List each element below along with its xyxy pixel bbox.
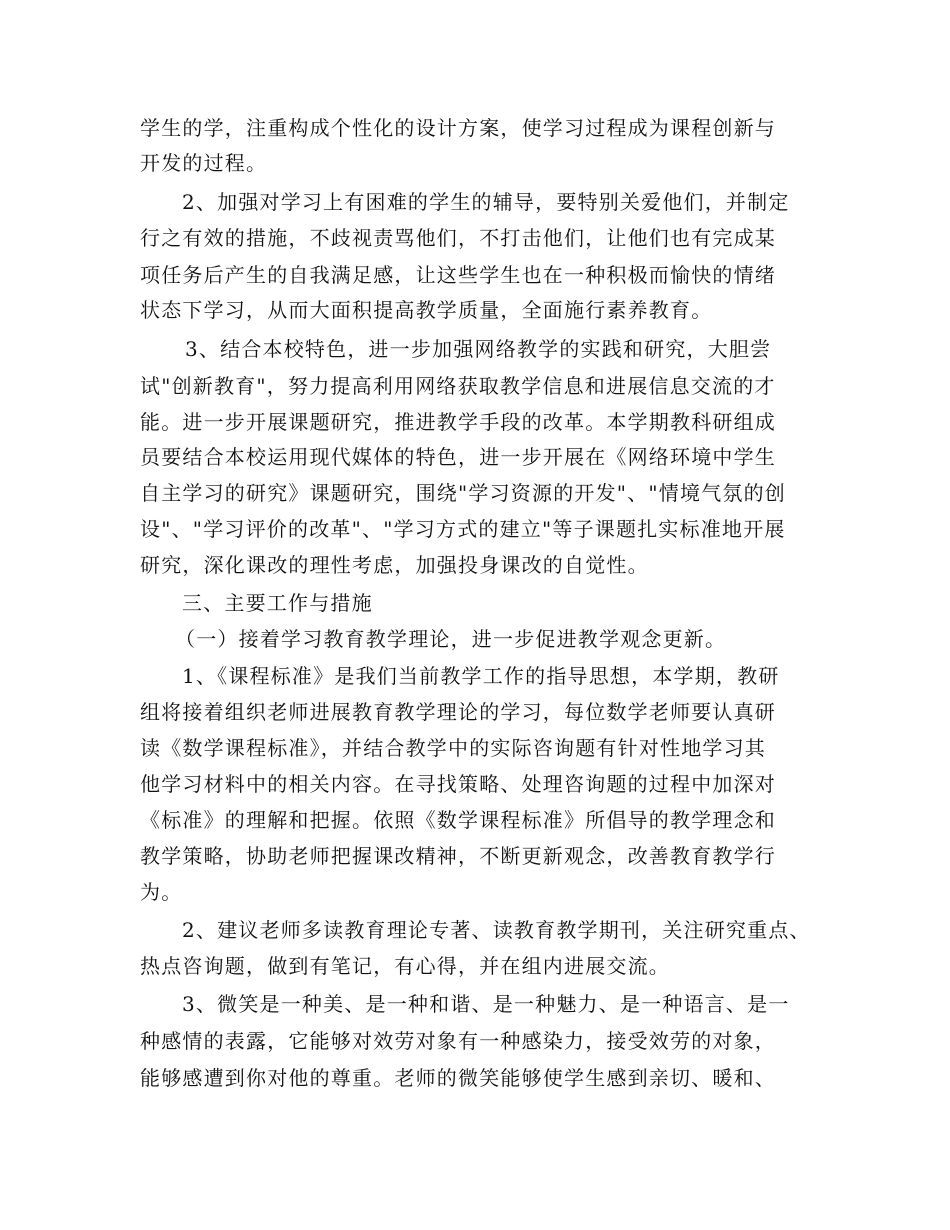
text-line: 开发的过程。 [140,151,268,175]
text-line: 教学策略，协助老师把握课改精神，不断更新观念，改善教育教学行 [140,844,776,868]
text-line: 读《数学课程标准》，并结合教学中的实际咨询题有针对性地学习其 [140,736,766,760]
text-line: 项任务后产生的自我满足感，让这些学生也在一种积极而愉快的情绪 [140,263,776,287]
section-heading: 三、主要工作与措施 [182,591,373,615]
text-line: 状态下学习，从而大面积提高教学质量，全面施行素养教育。 [140,298,713,322]
text-line: 2、加强对学习上有困难的学生的辅导，要特别关爱他们，并制定 [182,190,790,214]
text-line: 学生的学，注重构成个性化的设计方案，使学习过程成为课程创新与 [140,116,776,140]
text-line: 能够感遭到你对他的尊重。老师的微笑能够使学生感到亲切、暖和、 [140,1066,776,1090]
text-line: 《标准》的理解和把握。依照《数学课程标准》所倡导的教学理念和 [140,808,776,832]
text-line: 研究，深化课改的理性考虑，加强投身课改的自觉性。 [140,553,649,577]
text-line: 自主学习的研究》课题研究，围绕"学习资源的开发"、"情境气氛的创 [140,481,786,505]
text-line: 设"、"学习评价的改革"、"学习方式的建立"等子课题扎实标准地开展 [140,517,786,541]
subsection-heading: （一）接着学习教育教学理论，进一步促进教学观念更新。 [175,627,727,651]
text-line: 1、《课程标准》是我们当前教学工作的指导思想，本学期，教研 [182,664,780,688]
text-line: 3、微笑是一种美、是一种和谐、是一种魅力、是一种语言、是一 [182,992,790,1016]
text-line: 为。 [140,880,183,904]
text-line: 组将接着组织老师进展教育教学理论的学习，每位数学老师要认真研 [140,700,776,724]
text-line: 行之有效的措施，不歧视责骂他们，不打击他们，让他们也有完成某 [140,226,776,250]
text-line: 试"创新教育"，努力提高利用网络获取教学信息和进展信息交流的才 [140,374,776,398]
text-line: 他学习材料中的相关内容。在寻找策略、处理咨询题的过程中加深对 [140,772,776,796]
text-line: 热点咨询题，做到有笔记，有心得，并在组内进展交流。 [140,954,670,978]
text-line: 种感情的表露，它能够对效劳对象有一种感染力，接受效劳的对象， [140,1029,776,1053]
text-line: 能。进一步开展课题研究，推进教学手段的改革。本学期教科研组成 [140,410,776,434]
text-line: 3、结合本校特色，进一步加强网络教学的实践和研究，大胆尝 [185,337,772,361]
text-line: 员要结合本校运用现代媒体的特色，进一步开展在《网络环境中学生 [140,445,776,469]
text-line: 2、建议老师多读教育理论专著、读教育教学期刊，关注研究重点、 [182,918,811,942]
